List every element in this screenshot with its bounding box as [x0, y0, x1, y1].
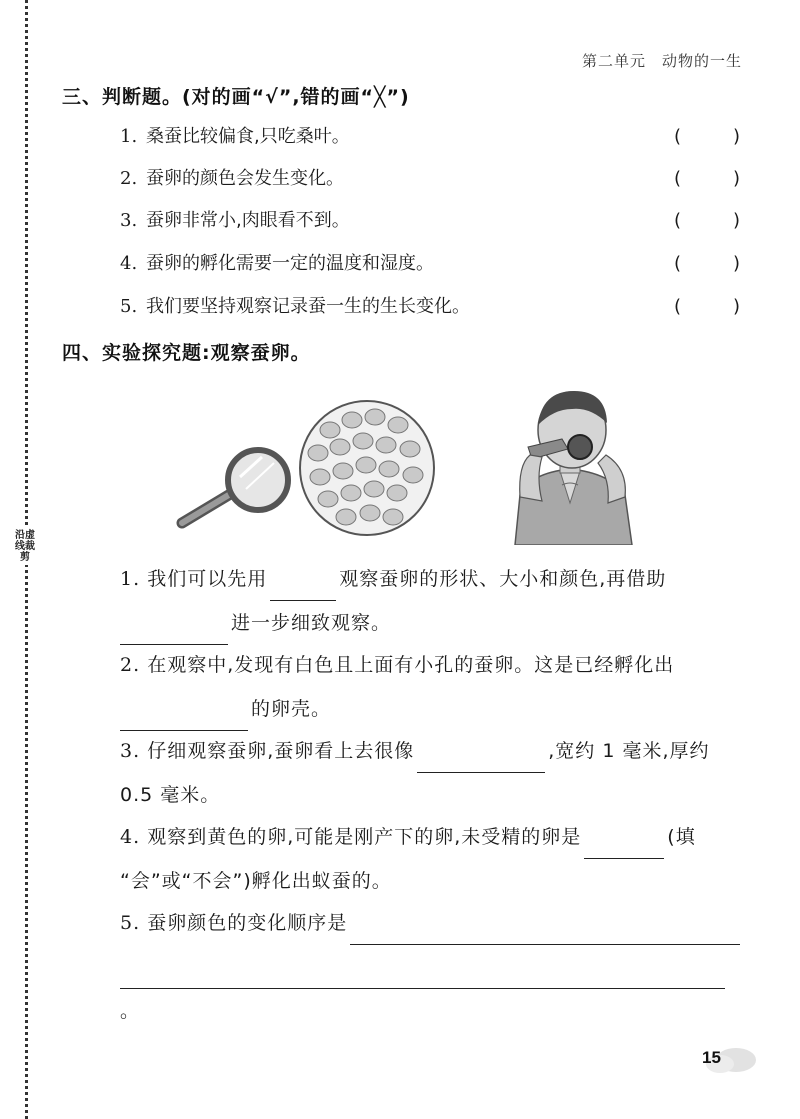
silkworm-eggs-magnified: [300, 401, 434, 535]
question-4-line-1: 4. 观察到黄色的卵,可能是刚产下的卵,未受精的卵是 (填: [120, 815, 745, 859]
judge-item-2: [120, 164, 740, 194]
answer-blank[interactable]: [120, 958, 725, 989]
section3-title: 三、判断题。(对的画“√”,错的画“╳”): [62, 86, 410, 108]
item-text: 蚕卵的颜色会发生变化。: [146, 168, 344, 189]
judge-item-3: [120, 206, 740, 236]
judge-item-4: [120, 249, 740, 279]
answer-blank[interactable]: [120, 700, 248, 731]
answer-parentheses[interactable]: ( ): [674, 126, 740, 147]
item-text: 桑蚕比较偏食,只吃桑叶。: [146, 126, 350, 147]
judge-item-1: [120, 122, 740, 152]
answer-blank[interactable]: [350, 914, 740, 945]
answer-blank[interactable]: [417, 742, 545, 773]
item-number: 1.: [120, 126, 138, 147]
answer-blank[interactable]: [584, 828, 664, 859]
magnifier-icon: [182, 450, 288, 523]
answer-parentheses[interactable]: ( ): [674, 296, 740, 317]
judge-item-5: [120, 292, 740, 322]
cut-label: 沿虚线裁剪: [15, 530, 35, 563]
illustration: [170, 385, 670, 545]
item-text: 蚕卵非常小,肉眼看不到。: [146, 210, 350, 231]
question-4-line-2: “会”或“不会”)孵化出蚁蚕的。: [120, 870, 392, 892]
answer-parentheses[interactable]: ( ): [674, 210, 740, 231]
question-5-line-2: 。: [120, 945, 745, 1033]
page-badge-shape: [690, 1040, 760, 1080]
item-text: 蚕卵的孵化需要一定的温度和湿度。: [146, 253, 434, 274]
item-number: 3.: [120, 210, 138, 231]
question-5-line-1: 5. 蚕卵颜色的变化顺序是: [120, 901, 745, 945]
section4-title: 四、实验探究题:观察蚕卵。: [62, 342, 311, 364]
boy-observing: [515, 391, 632, 545]
item-text: 我们要坚持观察记录蚕一生的生长变化。: [146, 296, 470, 317]
page-number-badge: [690, 1040, 760, 1080]
question-2-line-2: 的卵壳。: [120, 687, 745, 731]
answer-parentheses[interactable]: ( ): [674, 253, 740, 274]
question-1-line-1: 1. 我们可以先用 观察蚕卵的形状、大小和颜色,再借助: [120, 557, 745, 601]
question-1-line-2: 进一步细致观察。: [120, 601, 745, 645]
unit-header: 第二单元 动物的一生: [581, 52, 742, 70]
answer-parentheses[interactable]: ( ): [674, 168, 740, 189]
question-3-line-2: 0.5 毫米。: [120, 784, 221, 806]
item-number: 2.: [120, 168, 138, 189]
question-3-line-1: 3. 仔细观察蚕卵,蚕卵看上去很像 ,宽约 1 毫米,厚约: [120, 729, 745, 773]
question-2-line-1: 2. 在观察中,发现有白色且上面有小孔的蚕卵。这是已经孵化出: [120, 654, 675, 676]
answer-blank[interactable]: [120, 614, 228, 645]
item-number: 4.: [120, 253, 138, 274]
answer-blank[interactable]: [270, 570, 336, 601]
item-number: 5.: [120, 296, 138, 317]
page-number: 15: [702, 1048, 721, 1067]
